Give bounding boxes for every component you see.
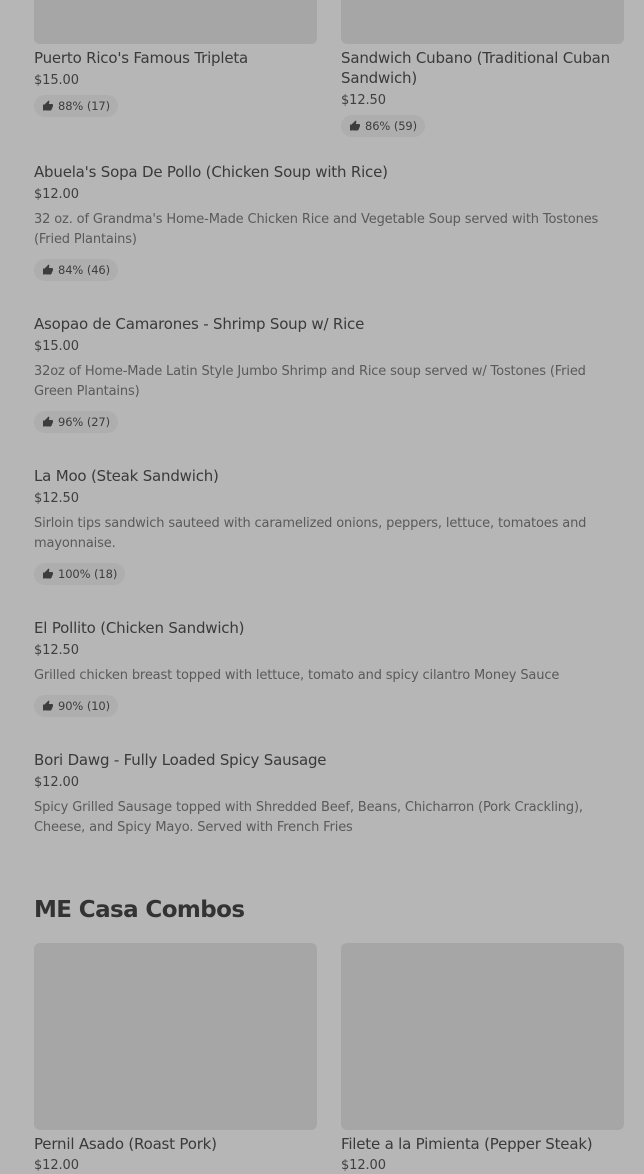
rating-badge — [341, 115, 425, 137]
menu-item-title: Puerto Rico's Famous Tripleta — [34, 49, 249, 67]
menu-item-price: $15.00 — [34, 73, 79, 88]
menu-item-price: $12.50 — [34, 491, 79, 506]
menu-item-title: La Moo (Steak Sandwich) — [34, 467, 219, 485]
menu-list-item-bori-dawg[interactable] — [34, 750, 614, 838]
menu-item-image[interactable] — [341, 943, 624, 1130]
thumbs-up-icon — [42, 100, 54, 112]
menu-item-title: Filete a la Pimienta (Pepper Steak) — [341, 1135, 593, 1153]
menu-item-price: $15.00 — [34, 339, 79, 354]
menu-list-item-el-pollito[interactable] — [34, 618, 614, 717]
section-title: ME Casa Combos — [34, 897, 245, 923]
menu-item-image[interactable] — [341, 0, 624, 44]
rating-text: 86% (59) — [365, 119, 418, 133]
menu-item-price: $12.00 — [341, 1158, 386, 1173]
menu-item-title: Abuela's Sopa De Pollo (Chicken Soup with Rice) — [34, 163, 388, 181]
menu-item-image[interactable] — [34, 943, 317, 1130]
menu-item-image[interactable] — [34, 0, 317, 44]
rating-badge — [34, 411, 118, 433]
menu-item-description: Sirloin tips sandwich sauteed with caramelized onions, peppers, lettuce, tomatoes and mayonnaise. — [34, 516, 587, 551]
menu-item-description: 32 oz. of Grandma's Home-Made Chicken Rice and Vegetable Soup served with Tostones (Fried Plantains) — [34, 212, 599, 247]
thumbs-up-icon — [349, 120, 361, 132]
menu-item-price: $12.50 — [341, 93, 386, 108]
menu-item-title: Asopao de Camarones - Shrimp Soup w/ Rice — [34, 315, 365, 333]
rating-badge — [34, 95, 118, 117]
menu-list-item-sopa-de-pollo[interactable] — [34, 162, 614, 281]
menu-item-title: Pernil Asado (Roast Pork) — [34, 1135, 217, 1153]
menu-item-title: El Pollito (Chicken Sandwich) — [34, 619, 245, 637]
rating-text: 96% (27) — [58, 415, 111, 429]
rating-text: 84% (46) — [58, 263, 111, 277]
menu-item-price: $12.00 — [34, 187, 79, 202]
thumbs-up-icon — [42, 568, 54, 580]
menu-item-description: Grilled chicken breast topped with lettuce, tomato and spicy cilantro Money Sauce — [34, 668, 560, 683]
thumbs-up-icon — [42, 700, 54, 712]
menu-item-title: Sandwich Cubano (Traditional Cuban Sandwich) — [341, 49, 610, 87]
rating-text: 88% (17) — [58, 99, 111, 113]
menu-item-description: Spicy Grilled Sausage topped with Shredded Beef, Beans, Chicharron (Pork Crackling), Cheese, and Spicy Mayo. Served with French Fries — [34, 800, 583, 835]
menu-item-price: $12.00 — [34, 775, 79, 790]
rating-badge — [34, 695, 118, 717]
menu-list-item-asopao[interactable] — [34, 314, 614, 433]
menu-item-description: 32oz of Home-Made Latin Style Jumbo Shrimp and Rice soup served w/ Tostones (Fried Green Plantains) — [34, 364, 586, 399]
rating-text: 100% (18) — [58, 567, 118, 581]
thumbs-up-icon — [42, 264, 54, 276]
rating-text: 90% (10) — [58, 699, 111, 713]
rating-badge — [34, 259, 118, 281]
menu-list-item-la-moo[interactable] — [34, 466, 614, 585]
menu-item-price: $12.50 — [34, 643, 79, 658]
menu-item-title: Bori Dawg - Fully Loaded Spicy Sausage — [34, 751, 327, 769]
menu-item-price: $12.00 — [34, 1158, 79, 1173]
rating-badge — [34, 563, 125, 585]
thumbs-up-icon — [42, 416, 54, 428]
